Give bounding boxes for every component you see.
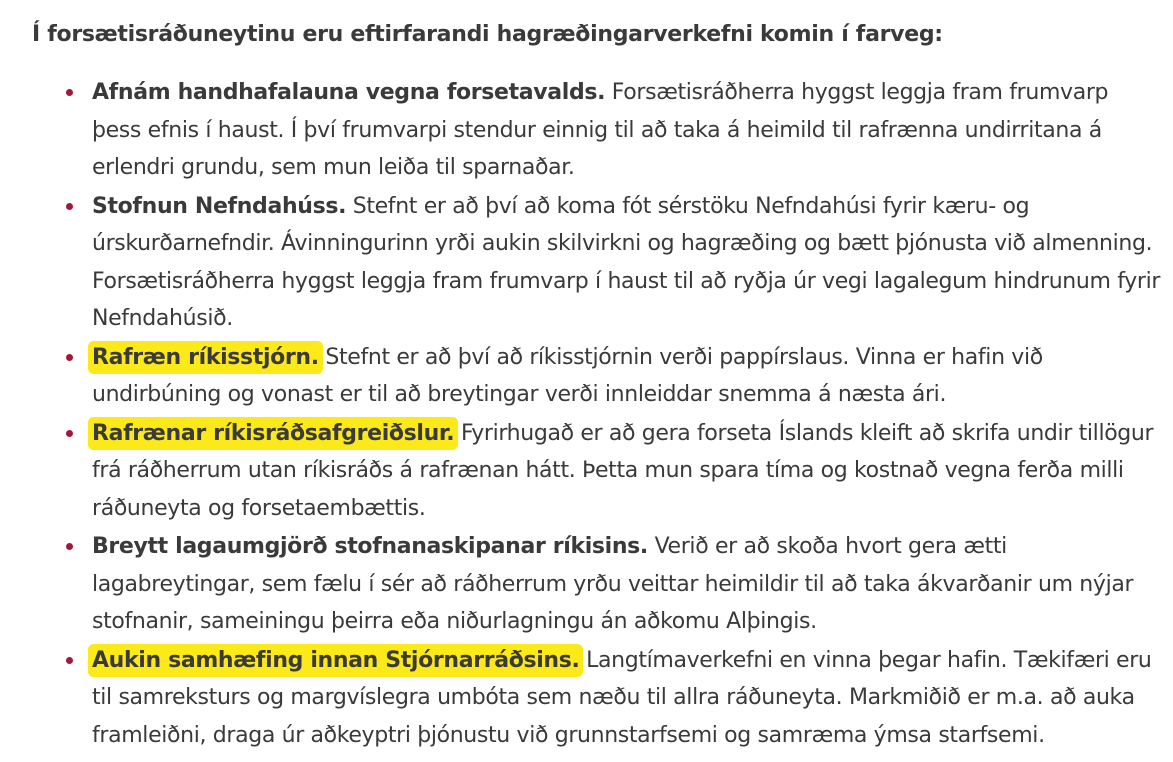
list-item (92, 415, 1162, 528)
list-item (92, 528, 1162, 641)
list-item (92, 188, 1162, 338)
project-list (92, 74, 1162, 755)
item-text: Langtímaverkefni en vinna þegar hafin. Tækifæri eru til samreksturs og margvíslegra umbóta sem næðu til allra ráðuneyta. Markmiðið er m.a. að auka framleiðni, draga úr aðkeyptri þjónustu við grunnstarfsemi og samræma ýmsa starfsemi. (92, 647, 1152, 748)
list-item (92, 74, 1162, 187)
page-heading: Í forsætisráðuneytinu eru eftirfarandi hagræðingarverkefni komin í farveg: (32, 22, 943, 47)
item-title: Breytt lagaumgjörð stofnanaskipanar ríkisins. (92, 534, 648, 559)
item-title: Aukin samhæfing innan Stjórnarráðsins. (92, 647, 580, 673)
item-title: Rafrænar ríkisráðsafgreiðslur. (92, 420, 455, 446)
item-text: Stefnt er að því að ríkisstjórnin verði pappírslaus. Vinna er hafin við undirbúning og vonast er til að breytingar verði innleiddar snemma á næsta ári. (92, 344, 1043, 407)
list-item (92, 642, 1162, 755)
item-text: Stefnt er að því að koma fót sérstöku Nefndahúsi fyrir kæru- og úrskurðarnefndir. Ávinningurinn yrði aukin skilvirkni og hagræðing og bætt þjónusta við almenning. Forsætisráðherra hyggst leggja fram frumvarp í haust til að ryðja úr vegi lagalegum hindrunum fyrir Nefndahúsið. (92, 193, 1161, 331)
item-title: Afnám handhafalauna vegna forsetavalds. (92, 80, 606, 105)
list-item (92, 339, 1162, 414)
item-title: Stofnun Nefndahúss. (92, 193, 347, 219)
item-text: Verið er að skoða hvort gera ætti lagabreytingar, sem fælu í sér að ráðherrum yrðu veittar heimildir til að taka ákvarðanir um nýjar stofnanir, sameiningu þeirra eða niðurlagningu án aðkomu Alþingis. (92, 534, 1134, 634)
item-title: Rafræn ríkisstjórn. (92, 344, 319, 370)
item-text: Forsætisráðherra hyggst leggja fram frumvarp þess efnis í haust. Í því frumvarpi stendur einnig til að taka á heimild til rafrænna undirritana á erlendri grundu, sem mun leiða til sparnaðar. (92, 80, 1109, 180)
item-text: Fyrirhugað er að gera forseta Íslands kleift að skrifa undir tillögur frá ráðherrum utan ríkisráðs á rafrænan hátt. Þetta mun spara tíma og kostnað vegna ferða milli ráðuneyta og forsetaembættis. (92, 420, 1154, 521)
